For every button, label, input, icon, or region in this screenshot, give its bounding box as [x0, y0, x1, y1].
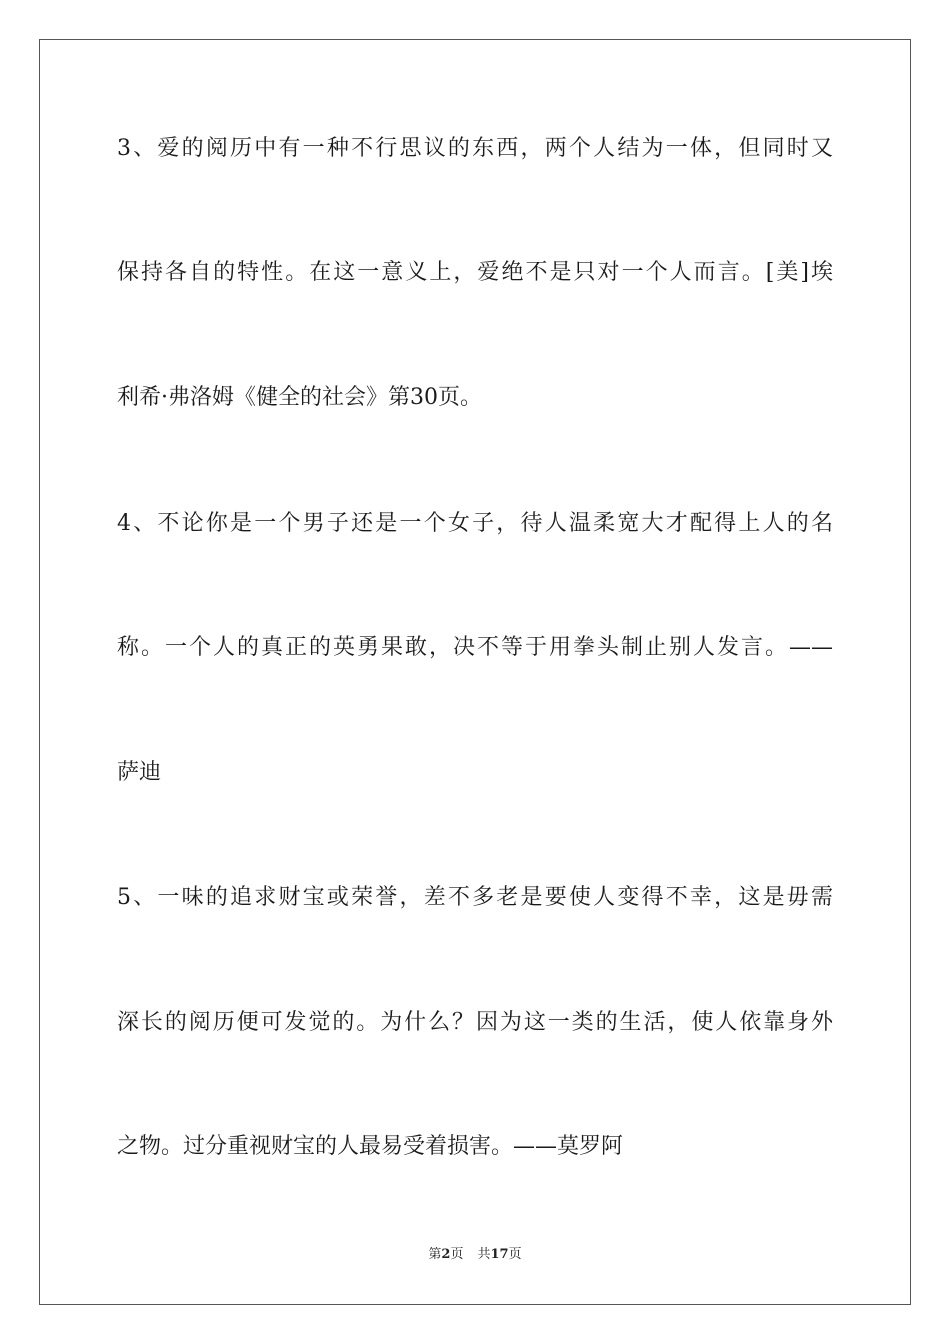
paragraph-3-line-1: 3、爱的阅历中有一种不行思议的东西，两个人结为一体，但同时又 [117, 136, 833, 161]
paragraph-4-line-3: 萨迪 [117, 760, 162, 785]
total-suffix: 页 [508, 1247, 522, 1262]
paragraph-4-line-2: 称。一个人的真正的英勇果敢，决不等于用拳头制止别人发言。—— [117, 635, 833, 660]
page-total: 17 [490, 1247, 509, 1262]
paragraph-5-line-3: 之物。过分重视财宝的人最易受着损害。——莫罗阿 [117, 1134, 624, 1159]
paragraph-5-line-2: 深长的阅历便可发觉的。为什么？因为这一类的生活，使人依靠身外 [117, 1010, 833, 1035]
paragraph-4-line-1: 4、不论你是一个男子还是一个女子，待人温柔宽大才配得上人的名 [117, 511, 833, 536]
page-current: 2 [441, 1247, 451, 1262]
page-border [39, 39, 911, 1305]
page-prefix: 第 [428, 1247, 442, 1262]
paragraph-3-line-2: 保持各自的特性。在这一意义上，爱绝不是只对一个人而言。[美]埃 [117, 260, 833, 285]
paragraph-3-line-3: 利希·弗洛姆《健全的社会》第30页。 [117, 385, 482, 410]
total-prefix: 共 [477, 1247, 491, 1262]
page-footer [0, 1246, 950, 1264]
page-suffix: 页 [450, 1247, 464, 1262]
paragraph-5-line-1: 5、一味的追求财宝或荣誉，差不多老是要使人变得不幸，这是毋需 [117, 885, 833, 910]
